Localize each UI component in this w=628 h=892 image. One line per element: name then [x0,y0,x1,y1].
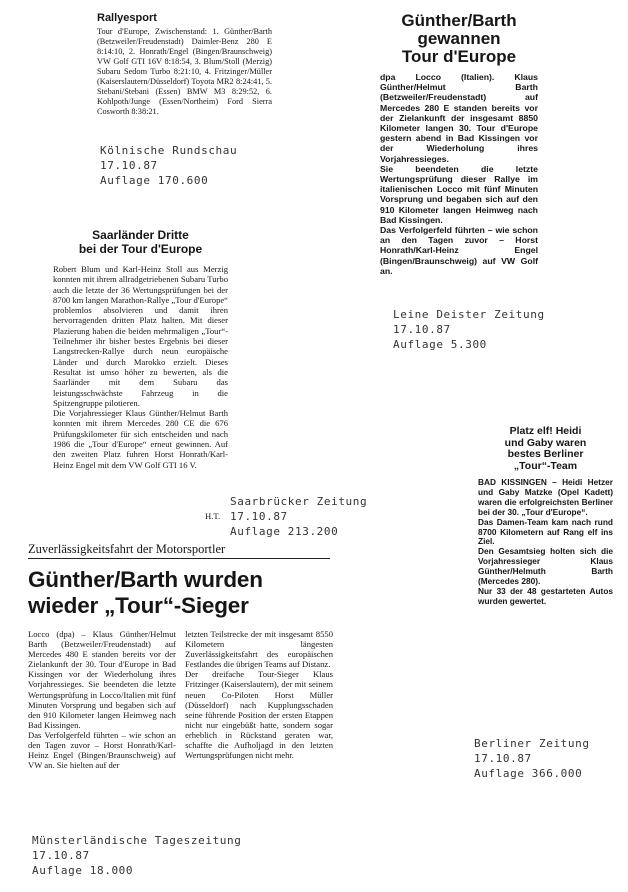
clip4-source: Berliner Zeitung 17.10.87 Auflage 366.000 [474,737,590,780]
clip1-body: Tour d'Europe, Zwischenstand: 1. Günther/Barth (Betzweiler/Freudenstadt) Daimler-Benz 280 E 8:14:10, 2. Honrath/Engel (Bingen/Braunschweig) VW Golf GTI 16V 8:18:54, 3. Blum/Stoll (Merzig) Subaru Sedom Turbo 8:21:10, 4. Fritzinger/Müller (Kaiserslautern/Düsseldorf) Toyota MR2 8:24:41, 5. Stebani/Stebani (Essen) BMW M3 8:29:52, 6. Kohlpoth/Junge (Essen/Northeim) Ford Sierra Cosworth 8:38:21. [97,27,272,116]
clip5-column-2: letzten Teilstrecke der mit insgesamt 8550 Kilometern längesten Zuverlässigkeitsfahrt des europäischen Festlandes die übrigen Teams auf Distanz. Der dreifache Tour-Sieger Klaus Fritzinger (Kaiserslautern), der mit seinem neuen Co-Piloten Horst Müller (Düsseldorf) nach Kupplungsschaden seine führende Position der ersten Etappen nicht nur eingebüßt hatte, sondern sogar erheblich in Rückstand geraten war, schaffte die Aufholjagd in den letzten Wertungsprüfungen nicht mehr. [185,629,333,761]
clip3-headline: Saarländer Dritte bei der Tour d'Europe [78,229,203,256]
clip5-kicker: Zuverlässigkeitsfahrt der Motorsportler [28,542,226,556]
clip5-source: Münsterländische Tageszeitung 17.10.87 Auflage 18.000 [32,834,242,877]
clip5-headline: Günther/Barth wurden wieder „Tour“-Sieger [28,567,263,618]
clip5-column-1: Locco (dpa) – Klaus Günther/Helmut Barth (Betzweiler/Freudenstadt) auf Mercedes 480 E standen bereits vor der Zielankunft der 30. Tour d'Europe in Bad Kissingen vor der Wiederholung ihres Vorjahressieges. Sie beendeten die letzte Wertungsprüfung in Locco/Italien mit fünf Minuten Vorsprung und begaben sich auf den 910 Kilometer langen Heimweg nach Bad Kissingen. Das Verfolgerfeld führten – wie schon an den Tagen zuvor – Horst Honrath/Karl-Heinz Engel (Bingen/Braunschweig) auf VW an. Sie hielten auf der [28,629,176,771]
clip3-body: Robert Blum und Karl-Heinz Stoll aus Merzig konnten mit ihrem allradgetriebenen Subaru Turbo auch die letzte der 36 Wertungsprüfungen bei der 8700 km langen Marathon-Rallye „Tour d'Europe“ problemlos absolvieren und damit ihren hervorragenden dritten Platz halten. Mit dieser Plazierung haben die beiden mehrmaligen „Tour“-Teilnehmer ihr bisher bestes Ergebnis bei dieser Langstrecken-Rallye durch neun europäische Länder und durch Marokko erzielt. Dieses Resultat ist umso höher zu bewerten, als die Saarländer mit dem Subaru das leistungsschwächste Fahrzeug in die Spitzengruppe pilotieren. Die Vorjahressieger Klaus Günther/Helmut Barth konnten mit ihrem Mercedes 280 CE die 676 Prüfungskilometer für sich entscheiden und nach 1986 die „Tour d'Europe“ erneut gewinnen. Auf den zweiten Platz fuhren Horst Honrath/Karl-Heinz Engel mit dem VW Golf GTI 16 V. [53,264,228,470]
clip2-source: Leine Deister Zeitung 17.10.87 Auflage 5.300 [393,308,545,351]
clip1-source: Kölnische Rundschau 17.10.87 Auflage 170.600 [100,144,238,187]
clip3-source: Saarbrücker Zeitung 17.10.87 Auflage 213.200 [230,495,368,538]
clipping-muensterlaendische-tageszeitung [28,541,333,831]
clip2-headline: Günther/Barth gewannen Tour d'Europe [401,12,517,66]
clip2-body: dpa Locco (Italien). Klaus Günther/Helmut Barth (Betzweiler/Freudenstadt) auf Mercedes 280 E standen bereits vor der Zielankunft der insgesamt 8850 Kilometer langen 30. Tour d'Europe gestern abend in Bad Kissingen vor der Wiederholung ihres Vorjahressieges. Sie beendeten die letzte Wertungsprüfung dieser Rallye im italienischen Locco mit fünf Minuten Vorsprung und begaben sich auf den 910 Kilometer langen Heimweg nach Bad Kissingen. Das Verfolgerfeld führten – wie schon an den Tagen zuvor – Horst Honrath/Karl-Heinz Engel (Bingen/Braunschweig) auf VW Golf an. [380,72,538,276]
clipping-saarbruecker-zeitung [53,229,228,525]
clipping-berliner-zeitung [478,426,613,706]
clip4-body: BAD KISSINGEN – Heidi Hetzer und Gaby Matzke (Opel Kadett) waren die erfolgreichsten Berliner bei der 30. „Tour d'Europe“. Das Damen-Team kam nach rund 8700 Kilometern auf Rang elf ins Ziel. Den Gesamtsieg holten sich die Vorjahressieger Klaus Günther/Helmuth Barth (Mercedes 280). Nur 33 der 48 gestarteten Autos wurden gewertet. [478,477,613,606]
clip3-initials: H.T. [205,511,221,521]
clipping-leine-deister-zeitung [380,12,538,312]
clip4-headline: Platz elf! Heidi und Gaby waren bestes Berliner „Tour“-Team [504,426,587,472]
clip1-kicker: Rallyesport [97,12,157,24]
